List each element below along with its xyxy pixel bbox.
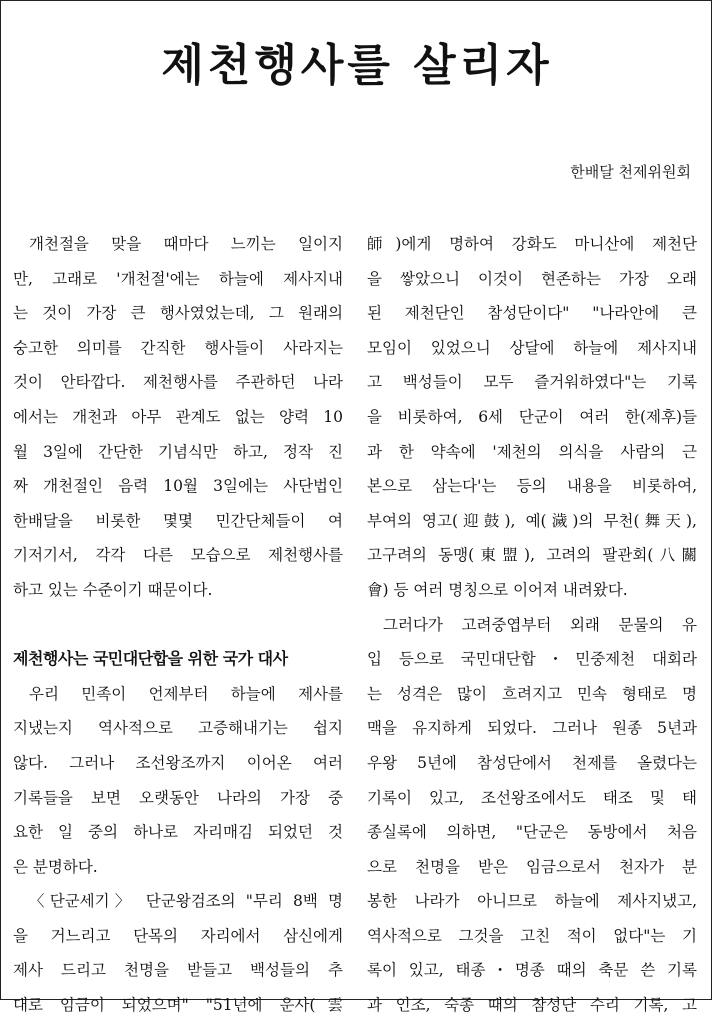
text-line: 입 등으로 국민대단합・민중제천 대회라: [367, 650, 697, 669]
section-heading: 제천행사는 국민대단합을 위한 국가 대사: [13, 649, 288, 669]
text-line: 본으로 삼는다'는 등의 내용을 비롯하여,: [367, 477, 697, 496]
text-line: 과 한 약속에 '제천의 의식을 사람의 근: [367, 442, 697, 461]
text-line: 대로 임금이 되었으며" "51년에 운사(雲: [13, 996, 343, 1015]
text-line: 고구려의 동맹(東盟), 고려의 팔관회(八關: [367, 546, 697, 565]
text-line: 會) 등 여러 명칭으로 이어져 내려왔다.: [367, 580, 628, 599]
text-line: 역사적으로 그것을 고친 적이 없다"는 기: [367, 926, 697, 945]
text-line: 맥을 유지하게 되었다. 그러나 원종 5년과: [367, 719, 697, 738]
text-line: 는 것이 가장 큰 행사였었는데, 그 원래의: [13, 304, 343, 323]
text-line: 그러다가 고려중엽부터 외래 문물의 유: [383, 615, 697, 634]
text-line: 지냈는지 역사적으로 고증해내기는 쉽지: [13, 719, 343, 738]
paragraph: [13, 677, 343, 885]
text-line: 우왕 5년에 참성단에서 천제를 올렸다는: [367, 753, 697, 772]
text-line: 기저기서, 각각 다른 모습으로 제천행사를: [13, 546, 343, 565]
text-line: 을 쌓았으니 이것이 현존하는 가장 오래: [367, 269, 697, 288]
text-line: 하고 있는 수준이기 때문이다.: [13, 580, 213, 599]
text-line: 개천절을 맞을 때마다 느끼는 일이지: [29, 235, 343, 253]
text-line: 기록들을 보면 오랫동안 나라의 가장 중: [13, 788, 343, 807]
text-line: 〈단군세기〉 단군왕검조의 "무리 8백 명: [29, 892, 343, 911]
text-line: 만, 고래로 '개천절'에는 하늘에 제사지내: [13, 269, 343, 288]
text-line: 한배달을 비롯한 몇몇 민간단체들이 여: [13, 511, 343, 530]
author-byline: 한배달 천제위원회: [570, 163, 691, 181]
text-line: 을 거느리고 단목의 자리에서 삼신에게: [13, 926, 343, 945]
text-line: 은 분명하다.: [13, 857, 98, 876]
paragraph: [367, 227, 697, 608]
text-line: 숭고한 의미를 간직한 행사들이 사라지는: [13, 338, 343, 357]
right-column: [367, 227, 697, 1023]
text-line: 봉한 나라가 아니므로 하늘에 제사지냈고,: [367, 892, 697, 911]
left-column: [13, 227, 343, 1023]
paragraph: [13, 227, 343, 608]
text-line: 을 비롯하여, 6세 단군이 여러 한(제후)들: [367, 407, 697, 426]
text-line: 월 3일에 간단한 기념식만 하고, 정작 진: [13, 442, 343, 461]
text-line: 기록이 있고, 조선왕조에서도 태조 및 태: [367, 788, 697, 807]
text-line: 것이 안타깝다. 제천행사를 주관하던 나라: [13, 373, 343, 392]
text-line: 우리 민족이 언제부터 하늘에 제사를: [29, 684, 343, 703]
text-line: 록이 있고, 태종・명종 때의 축문 쓴 기록: [367, 961, 697, 980]
text-line: 않다. 그러나 조선왕조까지 이어온 여러: [13, 753, 343, 772]
text-line: 요한 일 중의 하나로 자리매김 되었던 것: [13, 823, 343, 842]
text-line: 고 백성들이 모두 즐거워하였다"는 기록: [367, 373, 697, 392]
text-line: 된 제천단인 참성단이다" "나라안에 큰: [367, 304, 697, 323]
text-line: 師)에게 명하여 강화도 마니산에 제천단: [367, 235, 697, 253]
text-line: 는 성격은 많이 흐려지고 민속 형태로 명: [367, 684, 697, 703]
text-line: 으로 천명을 받은 임금으로서 천자가 분: [367, 857, 697, 876]
paragraph: [367, 608, 697, 1023]
text-line: 과 인조, 숙종 때의 참성단 수리 기록, 고: [367, 996, 697, 1015]
text-line: 에서는 개천과 아무 관계도 없는 양력 10: [13, 407, 343, 426]
text-line: 제사 드리고 천명을 받들고 백성들의 추: [13, 961, 343, 980]
text-line: 종실록에 의하면, "단군은 동방에서 처음: [367, 823, 697, 842]
text-line: 짜 개천절인 음력 10월 3일에는 사단법인: [13, 477, 343, 496]
text-line: 부여의 영고(迎鼓), 예(濊)의 무천(舞天),: [367, 511, 697, 530]
text-line: 모임이 있었으니 상달에 하늘에 제사지내: [367, 338, 697, 357]
paragraph: [13, 884, 343, 1022]
article-title: 제천행사를 살리자: [161, 40, 553, 91]
